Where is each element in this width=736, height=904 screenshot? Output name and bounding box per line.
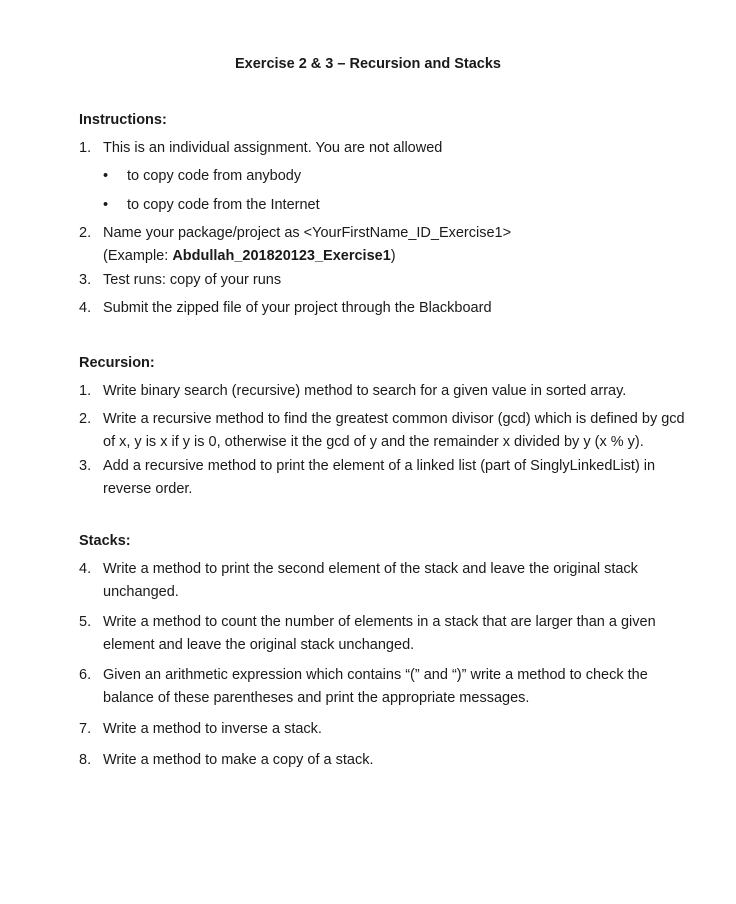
item-number: 4. (79, 561, 92, 577)
item-line: unchanged. (103, 584, 179, 600)
item-text (103, 611, 709, 657)
item-line: balance of these parentheses and print the appropriate messages. (103, 690, 530, 706)
item-line: Write binary search (recursive) method to search for a given value in sorted array. (103, 383, 627, 399)
item-text: This is an individual assignment. You are not allowed (103, 140, 443, 156)
item-text (103, 455, 709, 501)
item-text (103, 718, 709, 741)
item-text (103, 749, 709, 772)
instructions-heading: Instructions: (79, 112, 167, 128)
item-number: 1. (79, 383, 92, 399)
item-line: Write a method to inverse a stack. (103, 721, 322, 737)
item-number: 8. (79, 752, 92, 768)
item-line: Name your package/project as <YourFirstName_ID_Exercise1> (103, 225, 512, 241)
item-number: 4. (79, 300, 92, 316)
item-line: of x, y is x if y is 0, otherwise it the gcd of y and the remainder x divided by y (x % y). (103, 434, 644, 450)
item-line: Write a recursive method to find the greatest common divisor (gcd) which is defined by gcd (103, 411, 685, 427)
stacks-heading: Stacks: (79, 533, 131, 549)
document-title: Exercise 2 & 3 – Recursion and Stacks (235, 56, 501, 72)
item-text (103, 558, 709, 604)
bullet-text: to copy code from the Internet (127, 197, 320, 213)
bullet-icon: • (103, 197, 109, 213)
item-number: 2. (79, 411, 92, 427)
item-text (103, 380, 709, 403)
recursion-heading: Recursion: (79, 355, 155, 371)
example-prefix: (Example: (103, 248, 173, 264)
item-number: 1. (79, 140, 92, 156)
item-text (103, 408, 709, 454)
bullet-icon: • (103, 168, 109, 184)
item-line: element and leave the original stack unchanged. (103, 637, 415, 653)
bullet-text: to copy code from anybody (127, 168, 302, 184)
item-number: 5. (79, 614, 92, 630)
item-line: Write a method to make a copy of a stack. (103, 752, 374, 768)
item-line: reverse order. (103, 481, 193, 497)
item-text: Test runs: copy of your runs (103, 272, 282, 288)
item-number: 6. (79, 667, 92, 683)
item-number: 2. (79, 225, 92, 241)
item-number: 3. (79, 272, 92, 288)
item-line (103, 245, 709, 268)
item-number: 7. (79, 721, 92, 737)
example-name: Abdullah_201820123_Exercise1 (172, 248, 391, 264)
item-number: 3. (79, 458, 92, 474)
item-text (103, 222, 709, 268)
item-line: Write a method to count the number of elements in a stack that are larger than a given (103, 614, 656, 630)
item-text: Submit the zipped file of your project through the Blackboard (103, 300, 492, 316)
item-line: Write a method to print the second element of the stack and leave the original stack (103, 561, 638, 577)
example-suffix: ) (390, 248, 396, 264)
item-line: Add a recursive method to print the element of a linked list (part of SinglyLinkedList) in (103, 458, 656, 474)
item-line: Given an arithmetic expression which contains “(” and “)” write a method to check the (103, 667, 648, 683)
item-text (103, 664, 709, 710)
